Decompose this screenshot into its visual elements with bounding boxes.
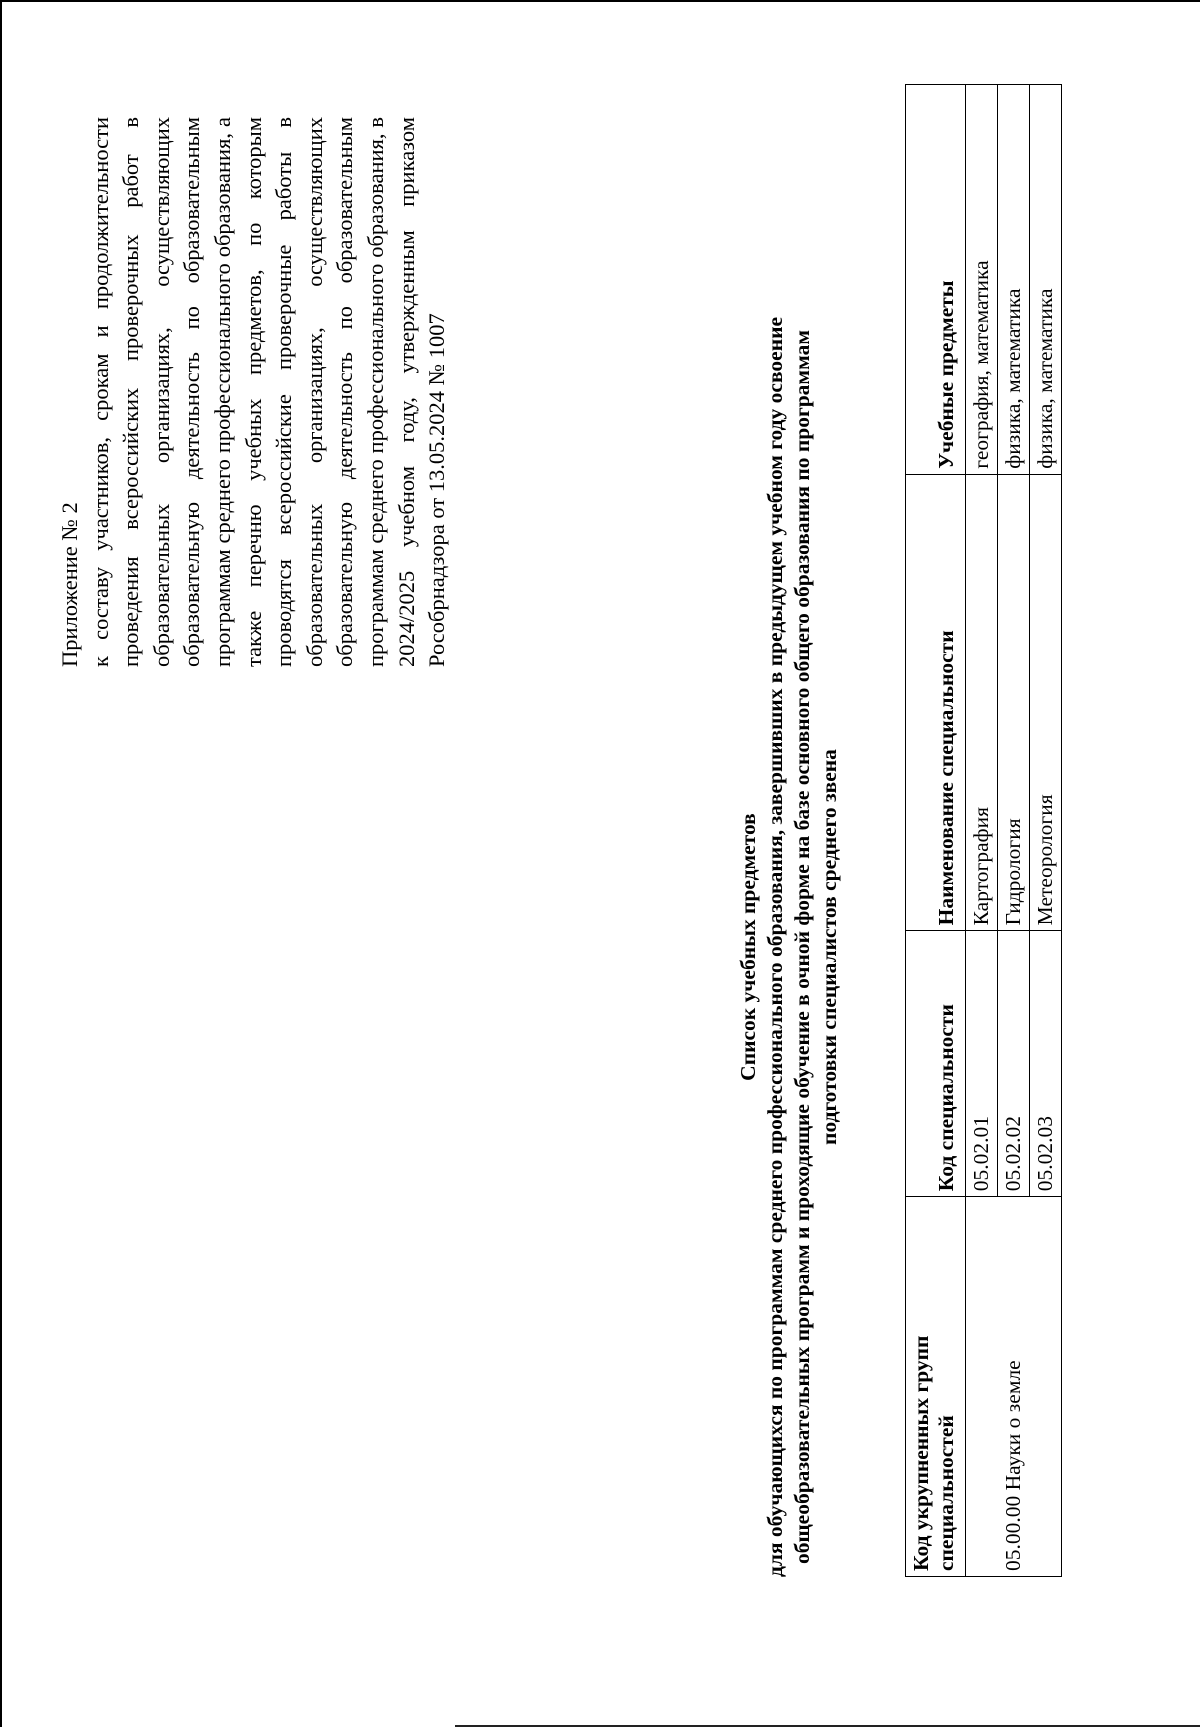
header-group-code: Код укрупненных групп специальностей	[906, 1197, 966, 1577]
header-subjects: Учебные предметы	[906, 85, 966, 475]
header-specialty-name: Наименование специальности	[906, 474, 966, 931]
annex-text: к составу участников, срокам и продолжительности проведения всероссийских проверочных работ в образовательных организациях, осуществляющих образовательную деятельность по образовательным программам среднего профессионального образования, а также перечню учебных предметов, по которым проводятся всероссийские проверочные работы в образовательных организациях, осуществляющих образовательную деятельность по образовательным программам среднего профессионального образования, в 2024/2025 учебном году, утвержденным приказом Рособрнадзора от 13.05.2024 № 1007	[87, 117, 450, 667]
table-row	[966, 85, 998, 1577]
subjects-table	[905, 84, 1062, 1577]
subjects-cell: физика, математика	[998, 85, 1030, 475]
subjects-cell: физика, математика	[1030, 85, 1062, 475]
header-specialty-code: Код специальности	[906, 931, 966, 1197]
group-cell: 05.00.00 Науки о земле	[966, 1197, 1062, 1577]
specialty-name-cell: Гидрология	[998, 474, 1030, 931]
specialty-code-cell: 05.02.01	[966, 931, 998, 1197]
annex-note	[55, 117, 453, 667]
subjects-cell: география, математика	[966, 85, 998, 475]
annex-heading: Приложение № 2	[57, 502, 82, 667]
title-subtitle: для обучающихся по программам среднего профессионального образования, завершивших в предыдущем учебном году освоение общеобразовательных программ и проходящие обучение в очной форме на базе основного общего образования по программам подготовки специалистов среднего звена	[763, 316, 841, 1578]
title-main: Список учебных предметов	[736, 813, 760, 1081]
table-header-row	[906, 85, 966, 1577]
specialty-code-cell: 05.02.02	[998, 931, 1030, 1197]
specialty-code-cell: 05.02.03	[1030, 931, 1062, 1197]
specialty-name-cell: Метеорология	[1030, 474, 1062, 931]
document-title	[735, 297, 843, 1597]
specialty-name-cell: Картография	[966, 474, 998, 931]
